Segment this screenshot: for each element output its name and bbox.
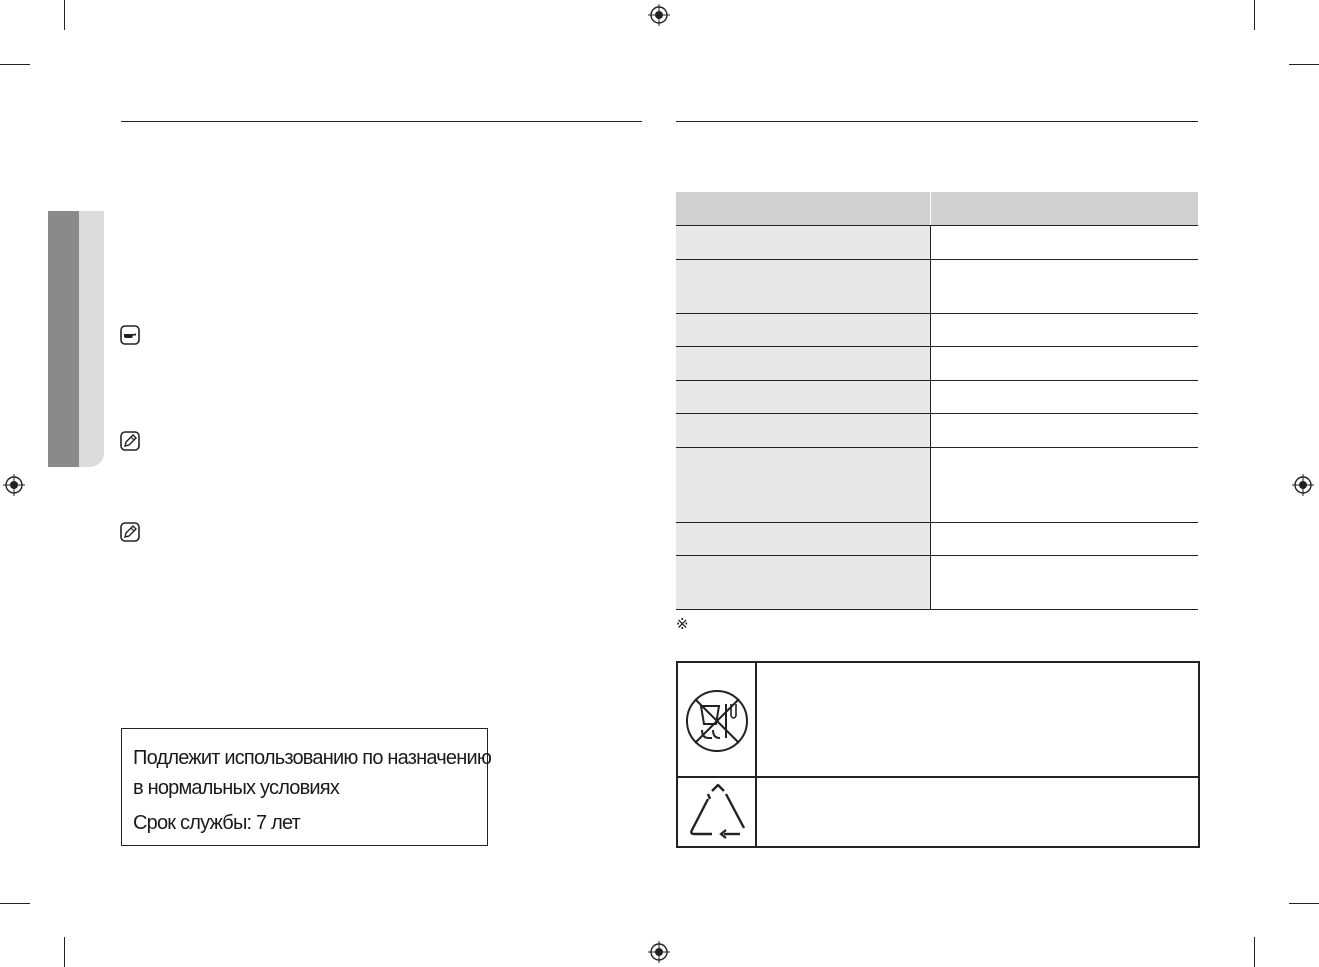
table-footnote-mark: ※	[676, 616, 689, 633]
crop-mark-bottom-right-h	[1289, 903, 1319, 904]
table-label-cell	[676, 381, 931, 414]
table-value-cell	[931, 556, 1199, 610]
table-value-cell	[931, 523, 1199, 556]
service-life-line-term: Срок службы: 7 лет	[133, 812, 301, 834]
symbols-divider	[755, 663, 757, 846]
memo-pencil-icon	[120, 522, 140, 542]
table-label-cell	[676, 414, 931, 448]
table-value-cell	[931, 448, 1199, 523]
table-row	[676, 260, 1198, 314]
table-label-cell	[676, 448, 931, 523]
table-row	[676, 523, 1198, 556]
memo-pencil-icon	[120, 431, 140, 451]
table-row	[676, 556, 1198, 610]
symbols-box	[676, 661, 1200, 848]
section-tab	[48, 211, 79, 467]
crop-mark-bottom-left-v	[64, 937, 65, 967]
table-row	[676, 414, 1198, 448]
service-life-line-conditions: в нормальных условиях	[133, 777, 340, 799]
table-value-cell	[931, 347, 1199, 381]
table-label-cell	[676, 226, 931, 260]
section-tab-edge	[79, 211, 104, 467]
table-label-cell	[676, 347, 931, 381]
table-value-cell	[931, 226, 1199, 260]
table-value-cell	[931, 381, 1199, 414]
table-value-cell	[931, 260, 1199, 314]
table-header-row	[676, 192, 1198, 226]
table-row	[676, 347, 1198, 381]
table-row	[676, 448, 1198, 523]
table-label-cell	[676, 556, 931, 610]
service-life-line-usage: Подлежит использованию по назначению	[133, 747, 492, 769]
table-value-cell	[931, 414, 1199, 448]
table-value-cell	[931, 314, 1199, 347]
table-row	[676, 381, 1198, 414]
crop-mark-bottom-left-h	[0, 903, 30, 904]
pointing-hand-icon	[120, 325, 140, 345]
table-label-cell	[676, 523, 931, 556]
specification-table	[676, 192, 1198, 610]
crop-mark-top-left-v	[64, 0, 65, 30]
not-food-safe-icon	[682, 686, 752, 756]
table-row	[676, 314, 1198, 347]
right-page-header-rule	[676, 121, 1198, 122]
crop-mark-top-right-v	[1254, 0, 1255, 30]
table-header-cell	[931, 192, 1199, 226]
table-label-cell	[676, 260, 931, 314]
table-row	[676, 226, 1198, 260]
table-label-cell	[676, 314, 931, 347]
registration-mark-icon	[3, 474, 25, 496]
crop-mark-top-right-h	[1289, 64, 1319, 65]
registration-mark-icon	[648, 941, 670, 963]
recycle-icon	[686, 783, 750, 843]
symbols-divider	[678, 776, 1198, 778]
registration-mark-icon	[648, 4, 670, 26]
table-header-cell	[676, 192, 931, 226]
left-page-header-rule	[121, 121, 642, 122]
crop-mark-top-left-h	[0, 64, 30, 65]
registration-mark-icon	[1292, 474, 1314, 496]
crop-mark-bottom-right-v	[1254, 937, 1255, 967]
service-life-box	[121, 728, 492, 846]
